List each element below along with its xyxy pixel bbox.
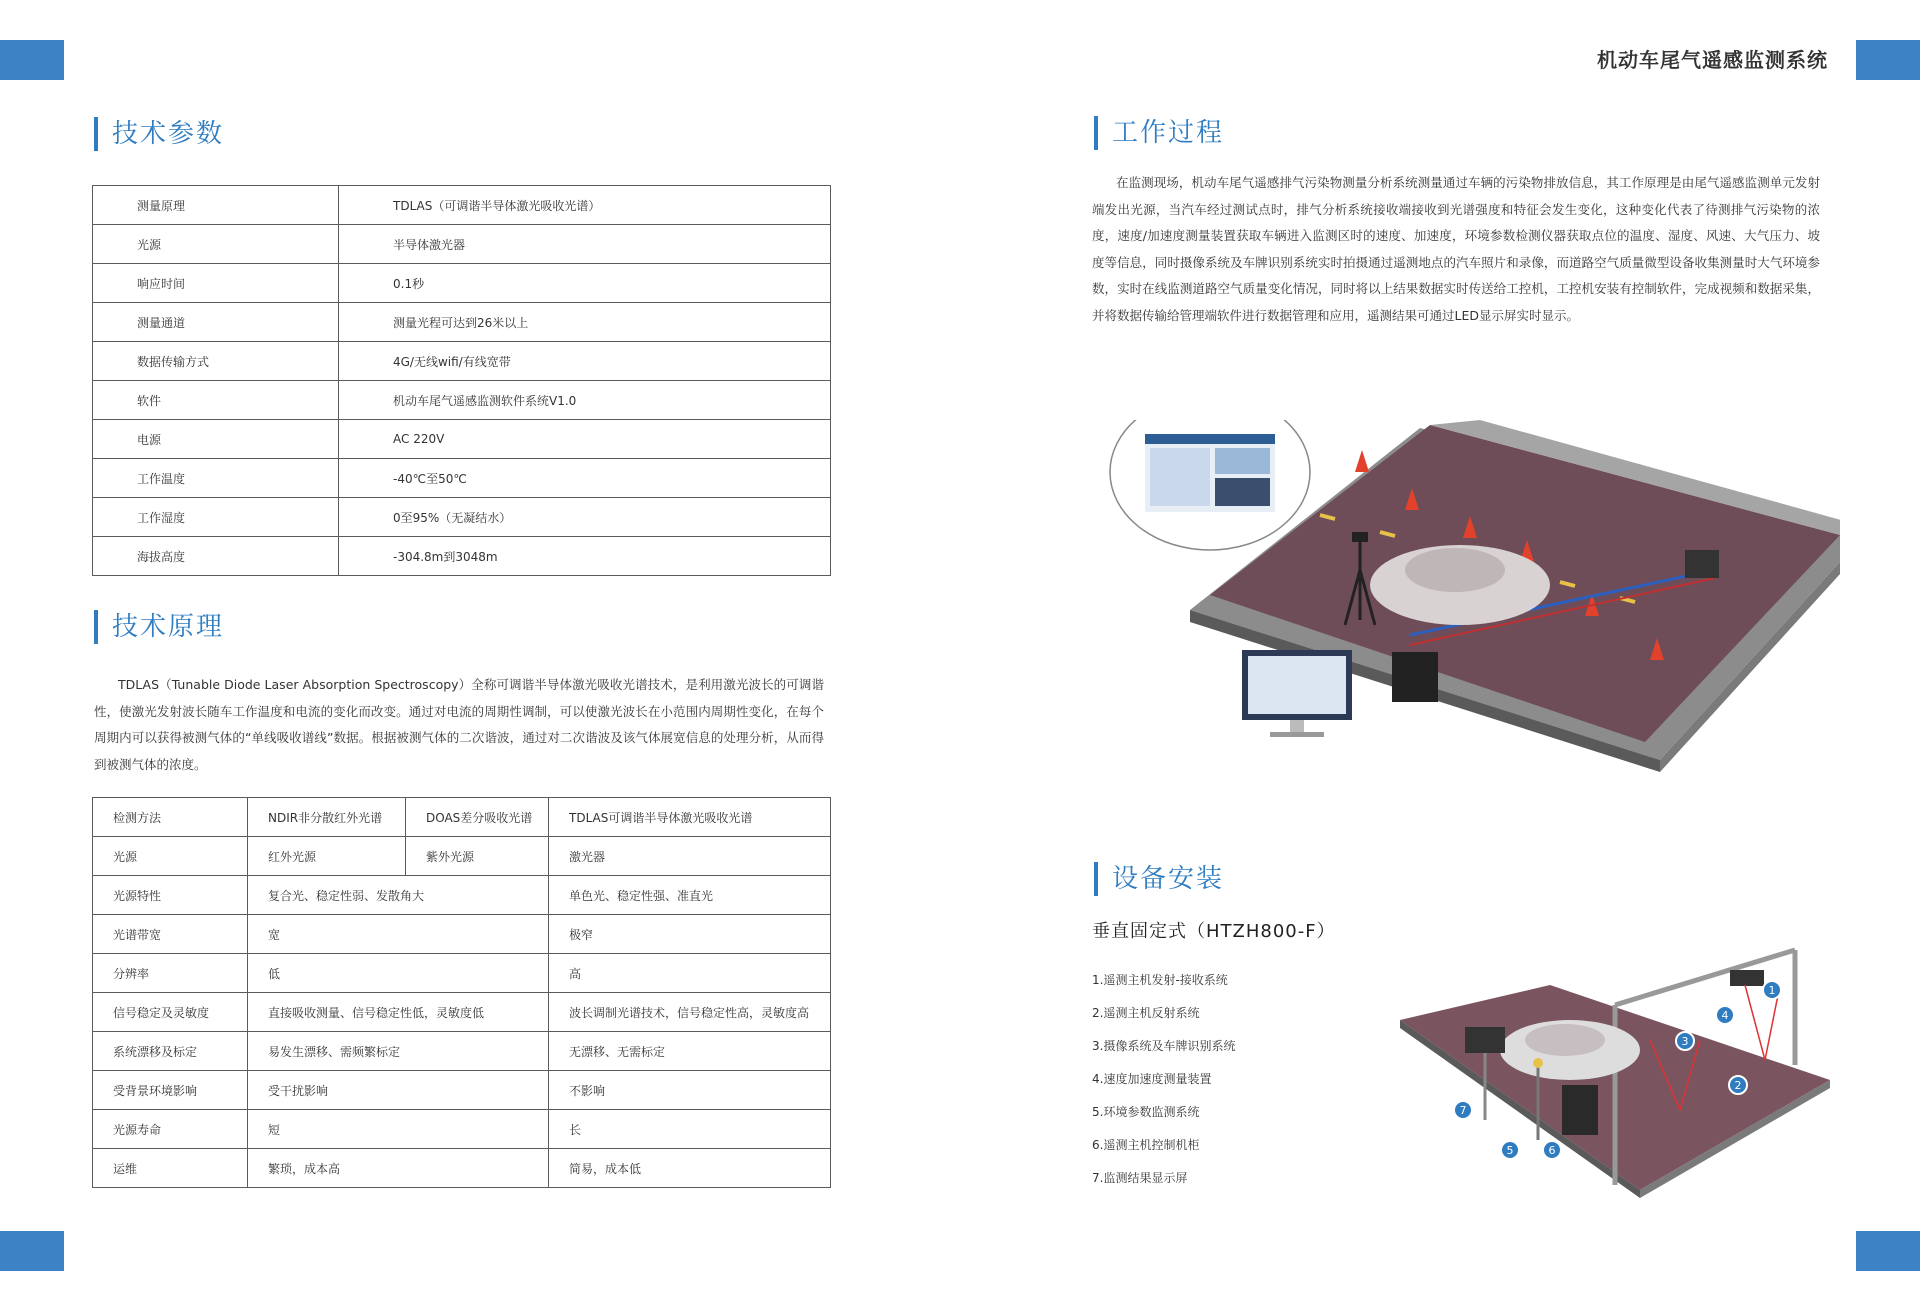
params-row <box>93 303 831 342</box>
params-row <box>93 498 831 537</box>
param-name-cell: 工作温度 <box>93 459 339 498</box>
work-process-paragraph: 在监测现场，机动车尾气遥感排气污染物测量分析系统测量通过车辆的污染物排放信息，其工作原理是由尾气遥感监测单元发射端发出光源，当汽车经过测试点时，排气分析系统接收端接收到光谱强度和特征会发生变化，这种变化代表了待测排气污染物的浓度，速度/加速度测量装置获取车辆进入监测区时的速度、加速度，环境参数检测仪器获取点位的温度、湿度、风速、大气压力、坡度等信息，同时摄像系统及车牌识别系统实时拍摄通过遥测地点的汽车照片和录像，而道路空气质量微型设备收集测量时大气环境参数，实时在线监测道路空气质量变化情况，同时将以上结果数据实时传送给工控机，工控机安装有控制软件，完成视频和数据采集，并将数据传输给管理端软件进行数据管理和应用，遥测结果可通过LED显示屏实时显示。 <box>1092 175 1820 323</box>
param-value-cell: 半导体激光器 <box>339 225 831 264</box>
param-value-cell: TDLAS（可调谐半导体激光吸收光谱） <box>339 186 831 225</box>
component-marker-3 <box>1676 1032 1694 1050</box>
param-name-cell: 电源 <box>93 420 339 459</box>
compare-cell: 激光器 <box>549 837 831 876</box>
corner-block-bottom-left <box>0 1231 64 1271</box>
gantry-installation-illustration <box>1400 945 1830 1215</box>
compare-header-row <box>93 798 831 837</box>
compare-cell: 受干扰影响 <box>248 1071 549 1110</box>
component-marker-1 <box>1763 981 1781 999</box>
compare-row <box>93 876 831 915</box>
params-row <box>93 381 831 420</box>
section-title-tech-principle: 技术原理 <box>94 610 224 644</box>
install-component-list <box>1092 970 1235 1201</box>
param-name-cell: 软件 <box>93 381 339 420</box>
install-subtitle: 垂直固定式（HTZH800-F） <box>1092 921 1336 942</box>
compare-cell: 受背景环境影响 <box>93 1071 248 1110</box>
compare-cell: 无漂移、无需标定 <box>549 1032 831 1071</box>
param-name-cell: 测量原理 <box>93 186 339 225</box>
section-title-tech-params: 技术参数 <box>94 117 224 151</box>
compare-row <box>93 993 831 1032</box>
params-row <box>93 420 831 459</box>
param-name-cell: 海拔高度 <box>93 537 339 576</box>
install-component-item: 2.遥测主机反射系统 <box>1092 1006 1200 1020</box>
compare-cell: 红外光源 <box>248 837 406 876</box>
compare-row <box>93 1149 831 1188</box>
compare-row <box>93 1032 831 1071</box>
compare-cell: DOAS差分吸收光谱 <box>406 798 549 837</box>
component-marker-4 <box>1716 1006 1734 1024</box>
component-marker-5 <box>1501 1141 1519 1159</box>
corner-block-top-left <box>0 40 64 80</box>
install-component-item: 7.监测结果显示屏 <box>1092 1171 1188 1185</box>
compare-cell: 直接吸收测量、信号稳定性低，灵敏度低 <box>248 993 549 1032</box>
compare-cell: 系统漂移及标定 <box>93 1032 248 1071</box>
svg-text:2: 2 <box>1734 1079 1742 1092</box>
param-name-cell: 测量通道 <box>93 303 339 342</box>
compare-cell: 高 <box>549 954 831 993</box>
compare-row <box>93 1071 831 1110</box>
param-name-cell: 光源 <box>93 225 339 264</box>
monitoring-scene-illustration <box>1100 420 1840 780</box>
compare-cell: 极窄 <box>549 915 831 954</box>
method-comparison-table <box>92 797 831 1188</box>
params-row <box>93 537 831 576</box>
compare-cell: 信号稳定及灵敏度 <box>93 993 248 1032</box>
compare-cell: NDIR非分散红外光谱 <box>248 798 406 837</box>
params-row <box>93 459 831 498</box>
compare-cell: TDLAS可调谐半导体激光吸收光谱 <box>549 798 831 837</box>
params-row <box>93 264 831 303</box>
param-value-cell: 0.1秒 <box>339 264 831 303</box>
svg-text:4: 4 <box>1721 1009 1729 1022</box>
svg-text:3: 3 <box>1681 1035 1689 1048</box>
compare-cell: 低 <box>248 954 549 993</box>
param-value-cell: 测量光程可达到26米以上 <box>339 303 831 342</box>
param-value-cell: 机动车尾气遥感监测软件系统V1.0 <box>339 381 831 420</box>
compare-cell: 光源寿命 <box>93 1110 248 1149</box>
param-value-cell: AC 220V <box>339 420 831 459</box>
install-component-item: 3.摄像系统及车牌识别系统 <box>1092 1039 1236 1053</box>
install-component-item: 1.遥测主机发射-接收系统 <box>1092 973 1228 987</box>
compare-cell: 波长调制光谱技术，信号稳定性高，灵敏度高 <box>549 993 831 1032</box>
compare-cell: 不影响 <box>549 1071 831 1110</box>
compare-row <box>93 915 831 954</box>
compare-cell: 分辨率 <box>93 954 248 993</box>
compare-cell: 运维 <box>93 1149 248 1188</box>
param-value-cell: 4G/无线wifi/有线宽带 <box>339 342 831 381</box>
svg-text:6: 6 <box>1548 1144 1556 1157</box>
compare-row <box>93 1110 831 1149</box>
install-component-item: 6.遥测主机控制机柜 <box>1092 1138 1200 1152</box>
param-value-cell: 0至95%（无凝结水） <box>339 498 831 537</box>
param-name-cell: 数据传输方式 <box>93 342 339 381</box>
section-title-work-process: 工作过程 <box>1094 116 1224 150</box>
compare-cell: 复合光、稳定性弱、发散角大 <box>248 876 549 915</box>
principle-paragraph: TDLAS（Tunable Diode Laser Absorption Spectroscopy）全称可调谐半导体激光吸收光谱技术，是利用激光波长的可调谐性，使激光发射波长随车工作温度和电流的变化而改变。通过对电流的周期性调制，可以使激光波长在小范围内周期性变化，在每个周期内可以获得被测气体的“单线吸收谱线”数据。根据被测气体的二次谐波，通过对二次谐波及该气体展宽信息的处理分析，从而得到被测气体的浓度。 <box>94 677 824 772</box>
section-title-install: 设备安装 <box>1094 862 1224 896</box>
params-row <box>93 225 831 264</box>
compare-cell: 宽 <box>248 915 549 954</box>
corner-block-top-right <box>1856 40 1920 80</box>
corner-block-bottom-right <box>1856 1231 1920 1271</box>
compare-cell: 易发生漂移、需频繁标定 <box>248 1032 549 1071</box>
param-value-cell: -40℃至50℃ <box>339 459 831 498</box>
page-header-title: 机动车尾气遥感监测系统 <box>1597 48 1828 72</box>
component-marker-2 <box>1729 1076 1747 1094</box>
component-marker-6 <box>1543 1141 1561 1159</box>
params-row <box>93 342 831 381</box>
svg-text:7: 7 <box>1459 1104 1467 1117</box>
svg-text:5: 5 <box>1506 1144 1514 1157</box>
component-marker-7 <box>1454 1101 1472 1119</box>
param-name-cell: 工作湿度 <box>93 498 339 537</box>
compare-cell: 单色光、稳定性强、准直光 <box>549 876 831 915</box>
compare-cell: 检测方法 <box>93 798 248 837</box>
compare-cell: 繁琐，成本高 <box>248 1149 549 1188</box>
compare-cell: 长 <box>549 1110 831 1149</box>
compare-cell: 光源 <box>93 837 248 876</box>
compare-cell: 简易，成本低 <box>549 1149 831 1188</box>
install-component-item: 5.环境参数监测系统 <box>1092 1105 1200 1119</box>
compare-row <box>93 837 831 876</box>
param-value-cell: -304.8m到3048m <box>339 537 831 576</box>
install-component-item: 4.速度加速度测量装置 <box>1092 1072 1212 1086</box>
compare-cell: 紫外光源 <box>406 837 549 876</box>
param-name-cell: 响应时间 <box>93 264 339 303</box>
params-row <box>93 186 831 225</box>
compare-cell: 短 <box>248 1110 549 1149</box>
compare-cell: 光源特性 <box>93 876 248 915</box>
tech-params-table <box>92 185 831 576</box>
svg-text:1: 1 <box>1768 984 1776 997</box>
compare-cell: 光谱带宽 <box>93 915 248 954</box>
compare-row <box>93 954 831 993</box>
